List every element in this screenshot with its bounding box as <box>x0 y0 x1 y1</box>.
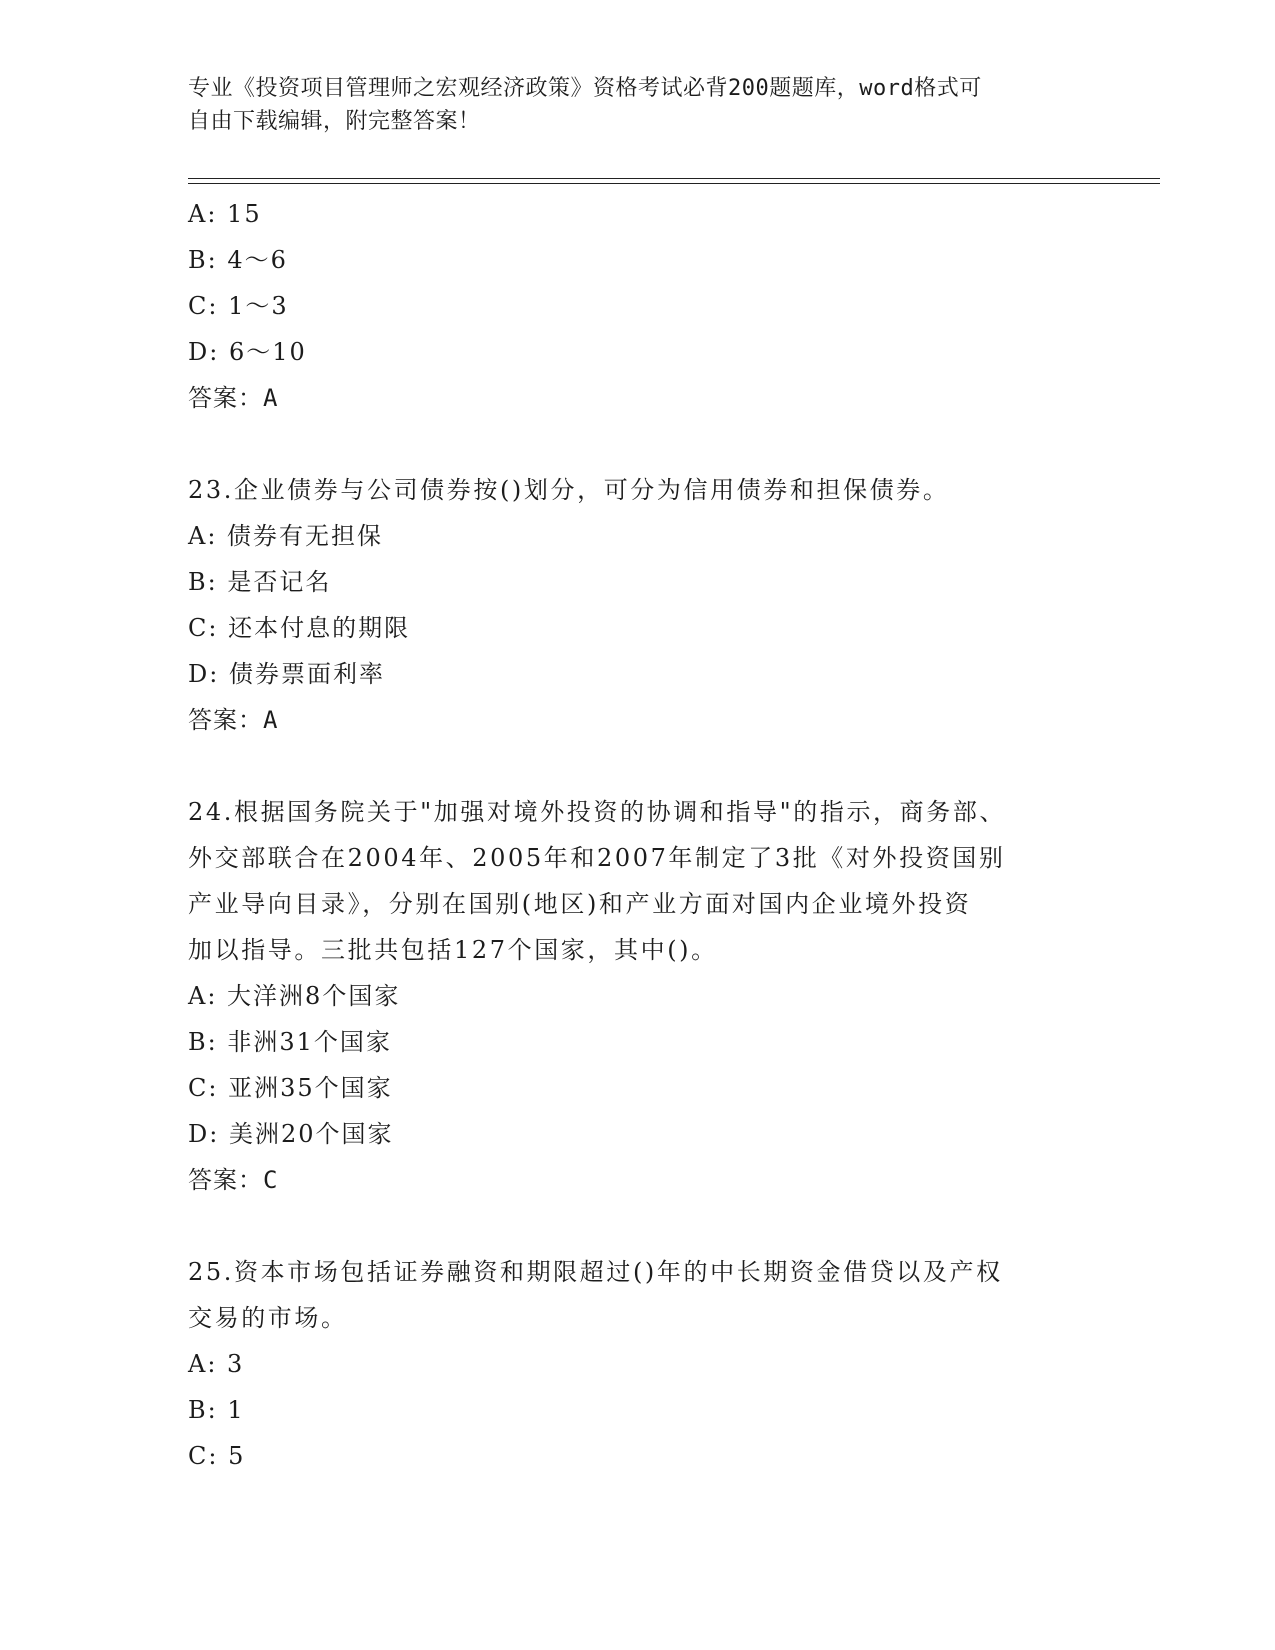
option-c: C: 5 <box>188 1442 246 1470</box>
option-c: C: 还本付息的期限 <box>188 614 411 642</box>
answer-line: 答案：C <box>188 1166 279 1194</box>
question-text-line: 25.资本市场包括证券融资和期限超过()年的中长期资金借贷以及产权 <box>188 1258 1003 1286</box>
question-block-24 <box>188 789 1088 1203</box>
question-text: 23.企业债券与公司债券按()划分，可分为信用债券和担保债券。 <box>188 476 950 504</box>
answer-line: 答案：A <box>188 384 279 412</box>
option-d: D: 美洲20个国家 <box>188 1120 394 1148</box>
option-b: B: 4～6 <box>188 246 288 274</box>
option-d: D: 债券票面利率 <box>188 660 385 688</box>
option-a: A: 大洋洲8个国家 <box>188 982 401 1010</box>
option-b: B: 1 <box>188 1396 245 1424</box>
document-header <box>188 72 1068 138</box>
question-text-line: 交易的市场。 <box>188 1304 348 1332</box>
question-block-23 <box>188 467 1088 743</box>
answer-line: 答案：A <box>188 706 279 734</box>
header-line: 专业《投资项目管理师之宏观经济政策》资格考试必背200题题库，word格式可 <box>188 76 982 101</box>
option-b: B: 非洲31个国家 <box>188 1028 392 1056</box>
option-a: A: 15 <box>188 200 262 228</box>
option-a: A: 3 <box>188 1350 245 1378</box>
option-a: A: 债券有无担保 <box>188 522 384 550</box>
question-block-22 <box>188 191 1088 421</box>
question-text-line: 加以指导。三批共包括127个国家，其中()。 <box>188 936 718 964</box>
header-rule <box>188 178 1160 179</box>
question-block-25 <box>188 1249 1088 1479</box>
question-list <box>188 191 1088 1479</box>
option-c: C: 1～3 <box>188 292 289 320</box>
header-line: 自由下载编辑，附完整答案！ <box>188 109 481 134</box>
question-text-line: 产业导向目录》，分别在国别(地区)和产业方面对国内企业境外投资 <box>188 890 972 918</box>
question-text-line: 24.根据国务院关于"加强对境外投资的协调和指导"的指示，商务部、 <box>188 798 1007 826</box>
option-b: B: 是否记名 <box>188 568 332 596</box>
question-text-line: 外交部联合在2004年、2005年和2007年制定了3批《对外投资国别 <box>188 844 1006 872</box>
option-c: C: 亚洲35个国家 <box>188 1074 393 1102</box>
header-rule <box>188 183 1160 184</box>
option-d: D: 6～10 <box>188 338 307 366</box>
